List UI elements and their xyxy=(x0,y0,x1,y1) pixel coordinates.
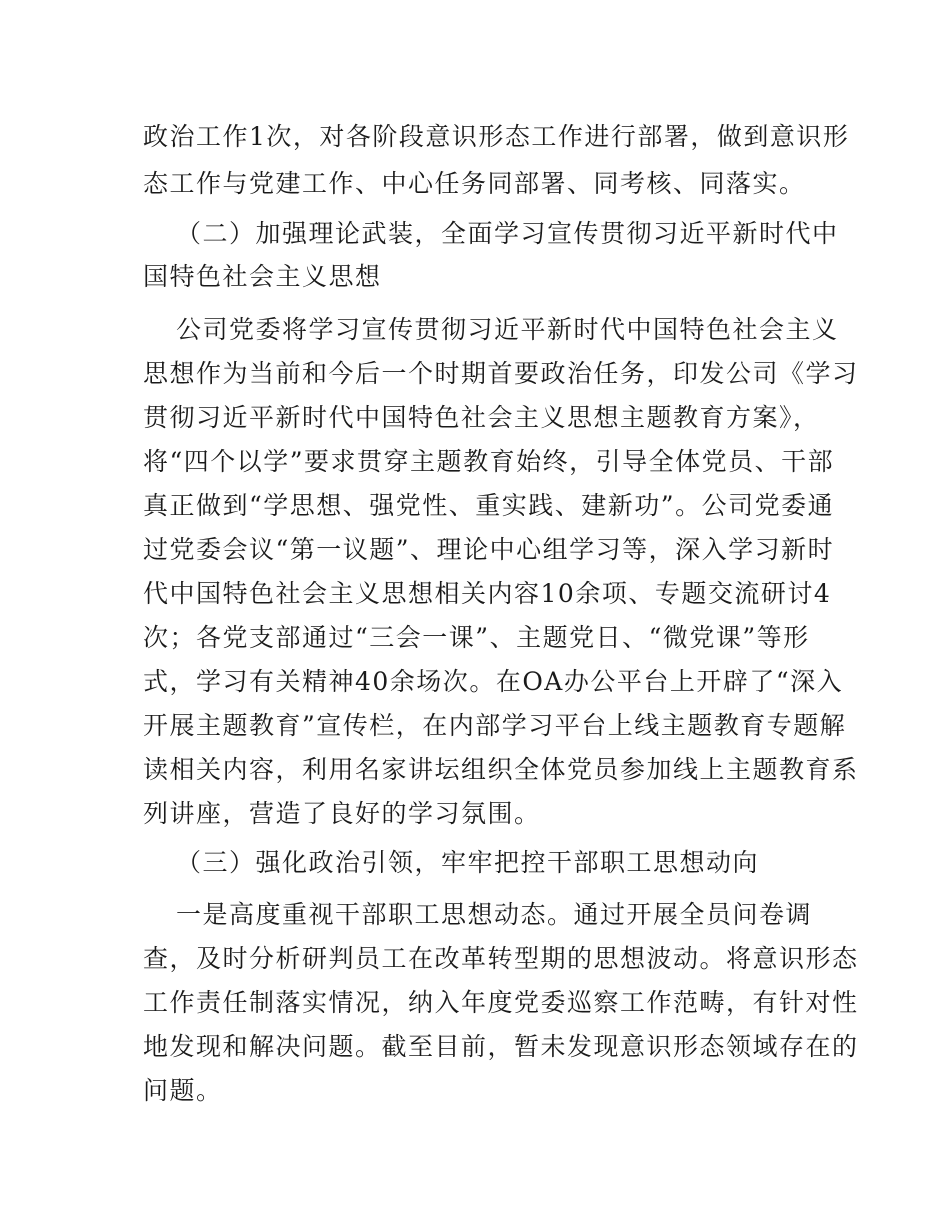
body-text-line: 政治工作1次，对各阶段意识形态工作进行部署，做到意识形 xyxy=(143,122,850,151)
section-heading-2-cont: 国特色社会主义思想 xyxy=(143,262,382,291)
body-text-line: 公司党委将学习宣传贯彻习近平新时代中国特色社会主义 xyxy=(176,315,839,344)
body-text-line: 工作责任制落实情况，纳入年度党委巡察工作范畴，有针对性 xyxy=(143,988,859,1017)
body-text-line: 代中国特色社会主义思想相关内容10余项、专题交流研讨4 xyxy=(143,579,832,608)
body-text-line: 真正做到“学思想、强党性、重实践、建新功”。公司党委通 xyxy=(143,491,835,520)
section-heading-2: （二）加强理论武装，全面学习宣传贯彻习近平新时代中 xyxy=(176,219,839,248)
body-text-line: 贯彻习近平新时代中国特色社会主义思想主题教育方案》， xyxy=(143,403,820,432)
body-text-line: 读相关内容，利用名家讲坛组织全体党员参加线上主题教育系 xyxy=(143,755,859,784)
body-text-line: 开展主题教育”宣传栏，在内部学习平台上线主题教育专题解 xyxy=(143,711,847,740)
body-text-line: 式，学习有关精神40余场次。在OA办公平台上开辟了“深入 xyxy=(143,667,844,696)
body-text-line: 将“四个以学”要求贯穿主题教育始终，引导全体党员、干部 xyxy=(143,447,835,476)
section-heading-3: （三）强化政治引领，牢牢把控干部职工思想动向 xyxy=(176,848,760,877)
body-text-line: 态工作与党建工作、中心任务同部署、同考核、同落实。 xyxy=(143,169,806,198)
body-text-line: 地发现和解决问题。截至目前，暂未发现意识形态领域存在的 xyxy=(143,1032,859,1061)
body-text-line: 思想作为当前和今后一个时期首要政治任务，印发公司《学习 xyxy=(143,359,859,388)
body-text-line: 过党委会议“第一议题”、理论中心组学习等，深入学习新时 xyxy=(143,535,835,564)
body-text-line: 列讲座，营造了良好的学习氛围。 xyxy=(143,799,541,828)
body-text-line: 次；各党支部通过“三会一课”、主题党日、“微党课”等形 xyxy=(143,623,810,652)
body-text-line: 一是高度重视干部职工思想动态。通过开展全员问卷调 xyxy=(176,900,813,929)
body-text-line: 查，及时分析研判员工在改革转型期的思想波动。将意识形态 xyxy=(143,944,859,973)
body-text-line: 问题。 xyxy=(143,1076,223,1105)
